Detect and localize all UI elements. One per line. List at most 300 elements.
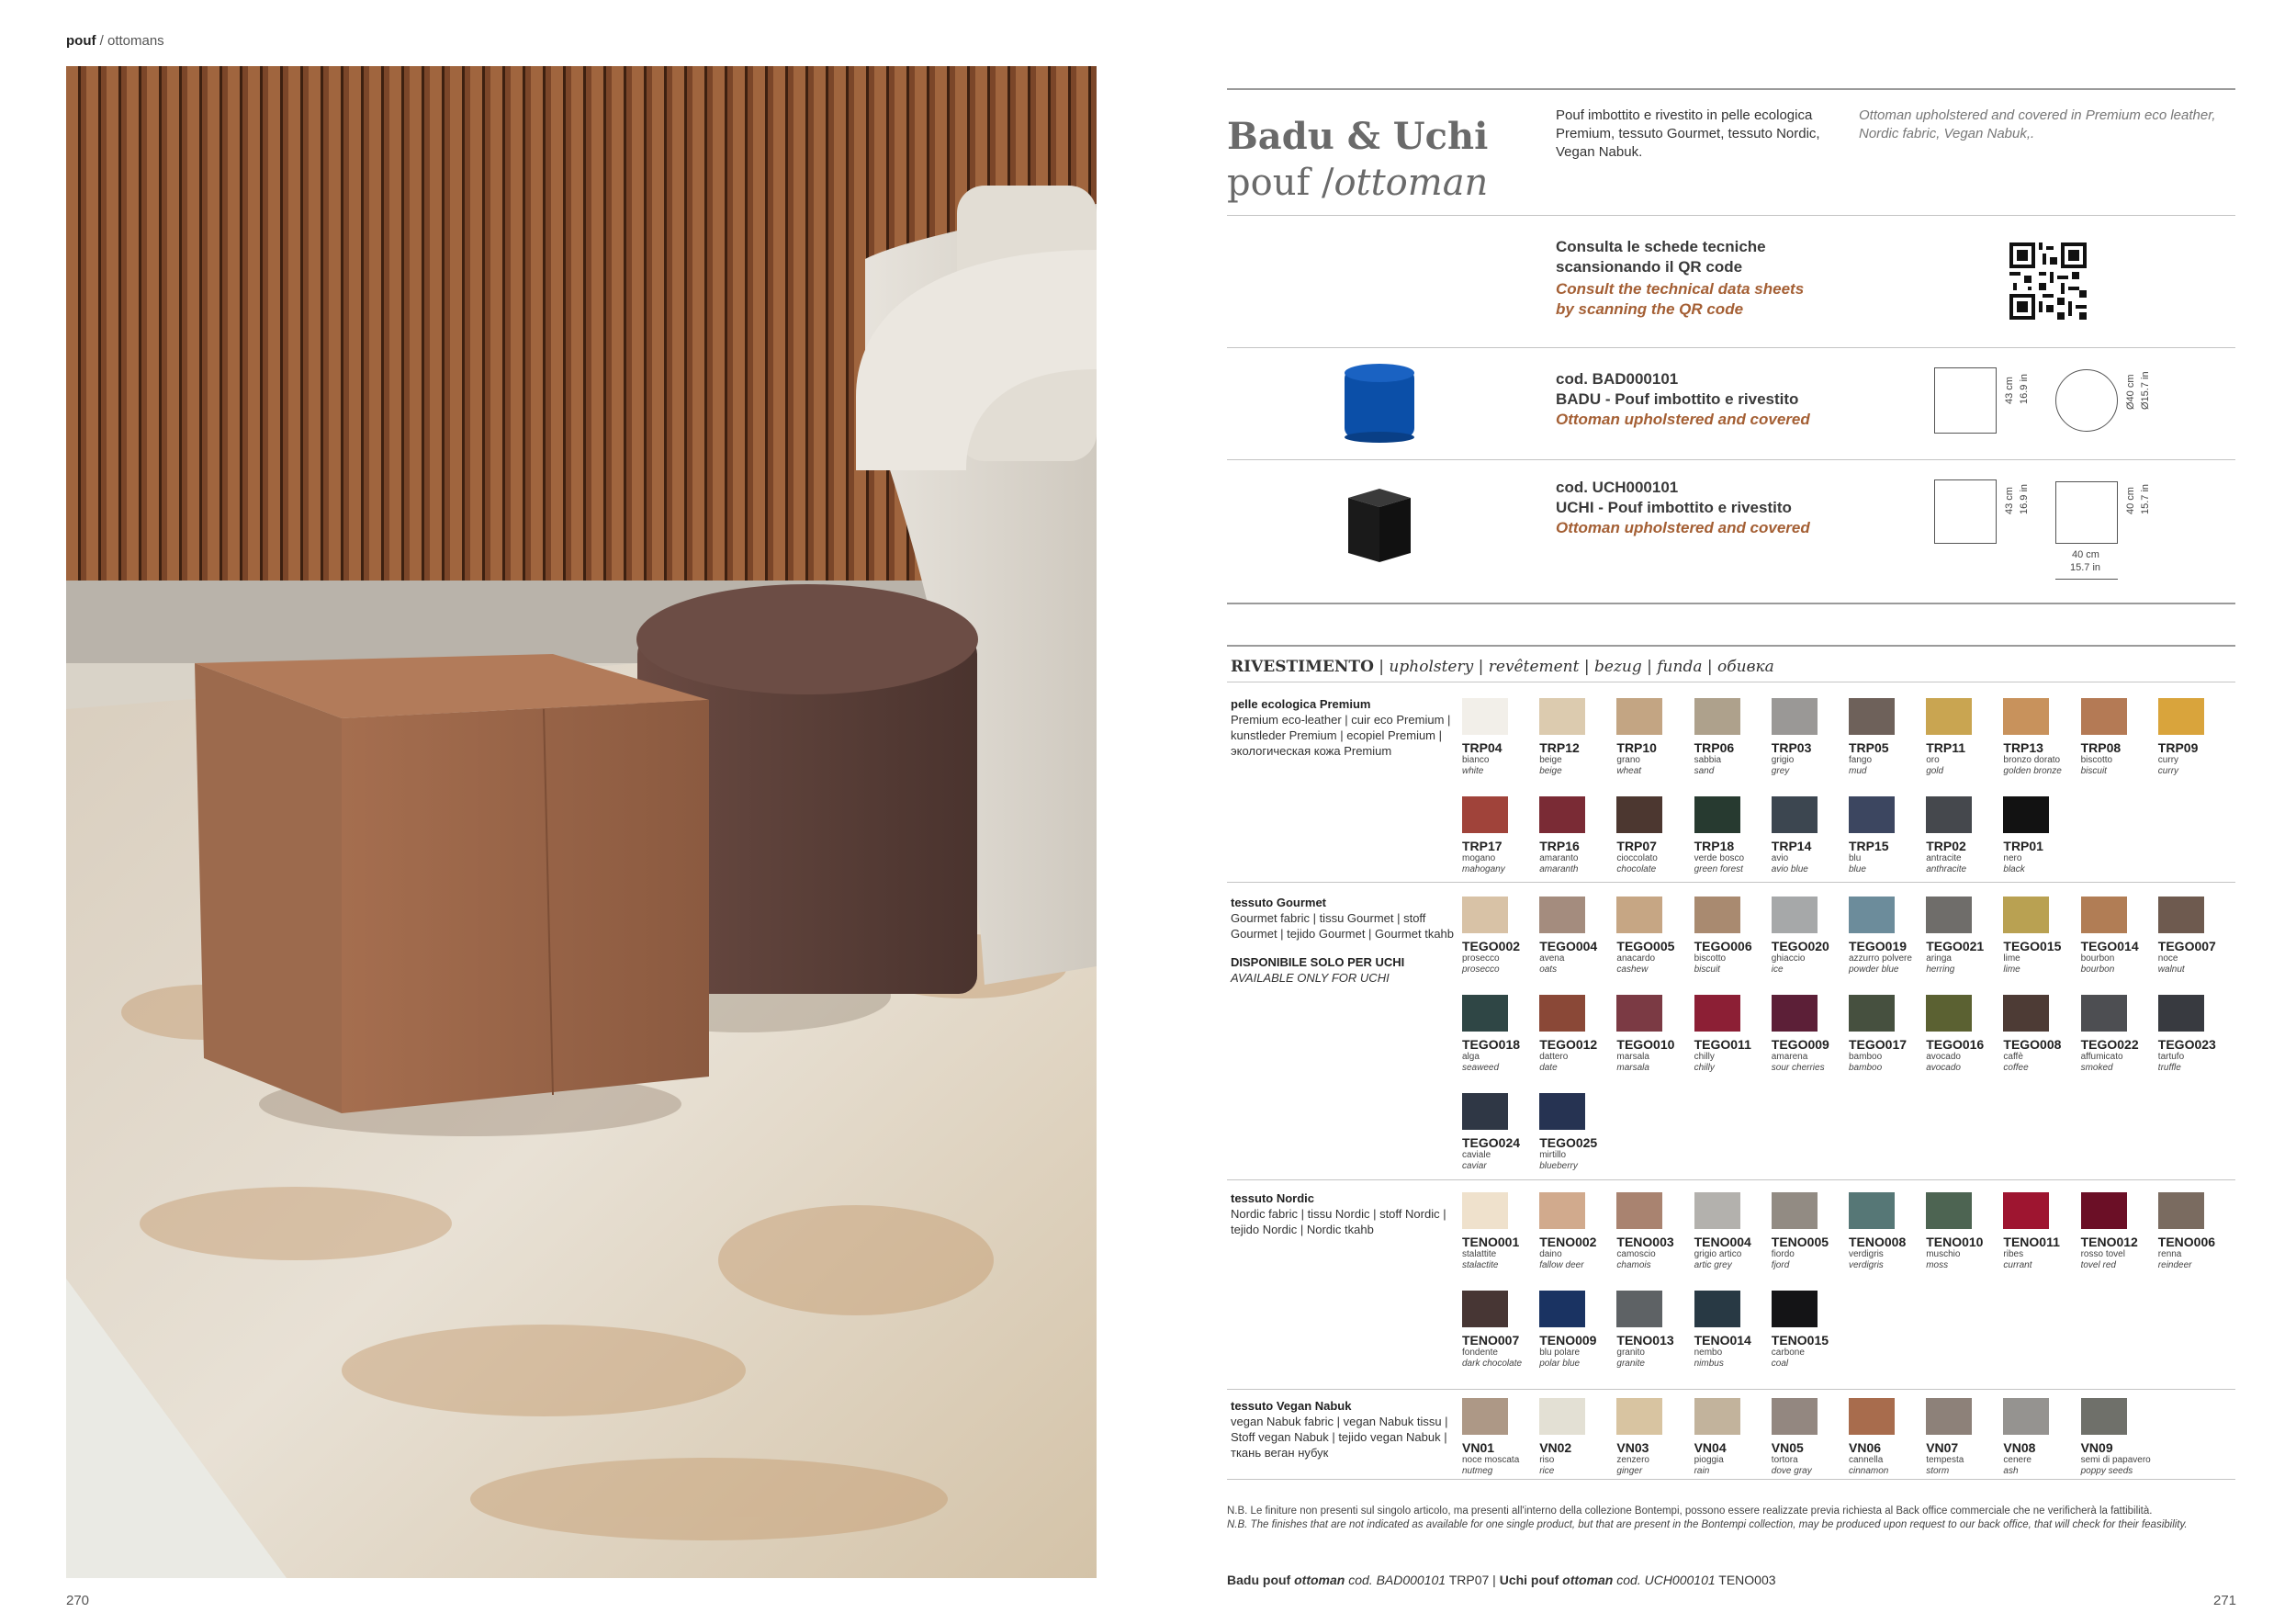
swatch-color-chip <box>1694 995 1740 1032</box>
swatch-tego024[interactable] <box>1462 1093 1541 1172</box>
swatch-code: TRP06 <box>1694 740 1735 755</box>
swatch-tego004[interactable] <box>1539 897 1618 976</box>
swatch-name-it: semi di papavero <box>2080 1455 2151 1465</box>
breadcrumb: pouf / ottomans <box>66 33 164 49</box>
swatch-tego022[interactable] <box>2081 995 2160 1074</box>
swatch-teno007[interactable] <box>1462 1291 1541 1370</box>
swatch-name-it: verdigris <box>1849 1249 1884 1259</box>
qr-code-icon[interactable] <box>2006 239 2090 323</box>
dim-depth-in: 15.7 in <box>2140 483 2151 514</box>
description-en: Ottoman upholstered and covered in Premium eco leather, Nordic fabric, Vegan Nabuk,. <box>1859 107 2216 141</box>
swatch-name-it: bianco <box>1462 755 1490 765</box>
swatch-code: TRP11 <box>1926 740 1965 755</box>
swatch-vn01[interactable] <box>1462 1398 1541 1477</box>
swatch-name-en: avio blue <box>1771 864 1808 874</box>
swatch-name-it: grigio artico <box>1694 1249 1742 1259</box>
swatch-name-it: biscotto <box>1694 953 1727 964</box>
swatch-name-en: tovel red <box>2080 1260 2116 1270</box>
swatch-code: VN08 <box>2003 1440 2036 1455</box>
uchi-thumbnail <box>1335 476 1424 564</box>
swatch-teno009[interactable] <box>1539 1291 1618 1370</box>
swatch-code: TENO011 <box>2003 1235 2060 1249</box>
swatch-name-en: blue <box>1849 864 1866 874</box>
swatch-color-chip <box>1772 796 1818 833</box>
swatch-color-chip <box>1772 698 1818 735</box>
swatch-tego006[interactable] <box>1694 897 1773 976</box>
badu-side-view <box>1934 367 1997 434</box>
swatch-trp05[interactable] <box>1849 698 1928 777</box>
swatch-trp04[interactable] <box>1462 698 1541 777</box>
swatch-color-chip <box>1462 1291 1508 1327</box>
swatch-name-en: date <box>1539 1063 1558 1073</box>
qr-instructions-it: Consulta le schede tecniche scansionando il QR code <box>1556 238 1766 276</box>
swatch-name-it: camoscio <box>1616 1249 1656 1259</box>
swatch-color-chip <box>1616 796 1662 833</box>
swatch-name-it: rosso tovel <box>2080 1249 2125 1259</box>
divider <box>1227 1479 2235 1480</box>
swatch-tego011[interactable] <box>1694 995 1773 1074</box>
swatch-tego018[interactable] <box>1462 995 1541 1074</box>
swatch-name-it: tortora <box>1771 1455 1798 1465</box>
swatch-name-it: cenere <box>2003 1455 2032 1465</box>
qr-instructions-en: Consult the technical data sheets by scanning the QR code <box>1556 280 1805 318</box>
swatch-teno010[interactable] <box>1926 1192 2005 1271</box>
swatch-vn06[interactable] <box>1849 1398 1928 1477</box>
swatch-trp06[interactable] <box>1694 698 1773 777</box>
swatch-tego012[interactable] <box>1539 995 1618 1074</box>
swatch-code: TRP14 <box>1771 839 1812 853</box>
swatch-name-it: alga <box>1462 1052 1480 1062</box>
swatch-code: VN09 <box>2080 1440 2113 1455</box>
swatch-tego014[interactable] <box>2081 897 2160 976</box>
swatch-tego025[interactable] <box>1539 1093 1618 1172</box>
swatch-name-en: walnut <box>2157 964 2185 975</box>
swatch-code: TEGO021 <box>1926 939 1985 953</box>
swatch-tego015[interactable] <box>2003 897 2082 976</box>
divider <box>1227 1179 2235 1180</box>
swatch-name-it: oro <box>1926 755 1940 765</box>
swatch-name-it: blu <box>1849 853 1862 863</box>
swatch-name-it: renna <box>2157 1249 2182 1259</box>
swatch-teno005[interactable] <box>1772 1192 1851 1271</box>
dim-diameter-cm: Ø40 cm <box>2125 374 2136 410</box>
swatch-name-en: cinnamon <box>1849 1466 1889 1476</box>
swatch-name-it: cannella <box>1849 1455 1884 1465</box>
swatch-name-it: ribes <box>2003 1249 2024 1259</box>
swatch-name-en: powder blue <box>1849 964 1899 975</box>
swatch-name-en: prosecco <box>1462 964 1500 975</box>
swatch-name-en: white <box>1462 766 1484 776</box>
swatch-name-en: artic grey <box>1694 1260 1732 1270</box>
swatch-name-en: bamboo <box>1849 1063 1883 1073</box>
swatch-name-it: noce <box>2157 953 2178 964</box>
swatch-trp12[interactable] <box>1539 698 1618 777</box>
swatch-color-chip <box>1772 1398 1818 1435</box>
swatch-vn07[interactable] <box>1926 1398 2005 1477</box>
swatch-tego007[interactable] <box>2158 897 2237 976</box>
swatch-vn04[interactable] <box>1694 1398 1773 1477</box>
swatch-name-it: caviale <box>1462 1150 1491 1160</box>
category-gourmet: tessuto Gourmet Gourmet fabric | tissu Gourmet | stoff Gourmet | tejido Gourmet | Gourmet tkahb DISPONIBILE SOLO PER UCHI AVAILABLE ONLY FOR UCHI <box>1231 896 1455 985</box>
swatch-name-en: storm <box>1926 1466 1950 1476</box>
swatch-color-chip <box>1849 897 1895 933</box>
product-name-en: Ottoman upholstered and covered <box>1556 411 1810 428</box>
swatch-code: TRP03 <box>1771 740 1812 755</box>
swatch-tego010[interactable] <box>1616 995 1695 1074</box>
swatch-color-chip <box>2081 995 2127 1032</box>
swatch-color-chip <box>1772 1291 1818 1327</box>
swatch-tego016[interactable] <box>1926 995 2005 1074</box>
swatch-color-chip <box>1849 1192 1895 1229</box>
swatch-teno013[interactable] <box>1616 1291 1695 1370</box>
swatch-code: VN07 <box>1926 1440 1959 1455</box>
swatch-trp01[interactable] <box>2003 796 2082 875</box>
upholstery-rule-top <box>1227 645 2235 647</box>
swatch-color-chip <box>2081 897 2127 933</box>
swatch-name-it: carbone <box>1771 1348 1805 1358</box>
swatch-color-chip <box>1694 897 1740 933</box>
product-code: cod. BAD000101 <box>1556 370 1679 388</box>
swatch-trp18[interactable] <box>1694 796 1773 875</box>
swatch-name-en: stalactite <box>1462 1260 1499 1270</box>
swatch-code: TEGO014 <box>2080 939 2139 953</box>
dim-width-line <box>2055 579 2118 580</box>
swatch-name-en: polar blue <box>1539 1359 1581 1369</box>
swatch-code: TEGO008 <box>2003 1037 2062 1052</box>
swatch-code: TEGO018 <box>1462 1037 1521 1052</box>
swatch-color-chip <box>2158 897 2204 933</box>
swatch-teno006[interactable] <box>2158 1192 2237 1271</box>
swatch-color-chip <box>1694 1398 1740 1435</box>
swatch-code: TRP17 <box>1462 839 1503 853</box>
footnote: N.B. Le finiture non presenti sul singolo articolo, ma presenti all'interno della collezione Bontempi, possono essere realizzate previa richiesta al Back office commerciale che ne verificherà la fattibilità. N.B. The finishes that are not indicated as available for one single product, but that are present in the Bontempi collection, may be produced upon request to our back office, that will check for their feasibility. <box>1227 1506 2188 1530</box>
swatch-code: TENO006 <box>2157 1235 2216 1249</box>
swatch-trp11[interactable] <box>1926 698 2005 777</box>
swatch-name-it: daino <box>1539 1249 1562 1259</box>
swatch-code: VN06 <box>1849 1440 1882 1455</box>
swatch-color-chip <box>1462 995 1508 1032</box>
swatch-name-en: blueberry <box>1539 1161 1578 1171</box>
swatch-name-it: lime <box>2003 953 2020 964</box>
swatch-name-it: nembo <box>1694 1348 1723 1358</box>
divider <box>1227 347 2235 348</box>
swatch-name-it: verde bosco <box>1694 853 1745 863</box>
swatch-name-it: granito <box>1616 1348 1645 1358</box>
category-nabuk: tessuto Vegan Nabuk vegan Nabuk fabric | vegan Nabuk tissu | Stoff vegan Nabuk | tejido vegan Nabuk | ткань веган нубук <box>1231 1399 1448 1460</box>
swatch-teno012[interactable] <box>2081 1192 2160 1271</box>
swatch-color-chip <box>1926 796 1972 833</box>
swatch-color-chip <box>2081 1398 2127 1435</box>
swatch-color-chip <box>1539 1093 1585 1130</box>
swatch-color-chip <box>1849 796 1895 833</box>
swatch-trp13[interactable] <box>2003 698 2082 777</box>
swatch-name-en: nimbus <box>1694 1359 1724 1369</box>
swatch-tego019[interactable] <box>1849 897 1928 976</box>
swatch-name-it: bamboo <box>1849 1052 1883 1062</box>
swatch-name-it: sabbia <box>1694 755 1722 765</box>
page-title: Badu & Uchi pouf /ottoman <box>1227 115 1489 204</box>
swatch-name-en: nutmeg <box>1462 1466 1493 1476</box>
swatch-name-en: rain <box>1694 1466 1710 1476</box>
swatch-name-it: bronzo dorato <box>2003 755 2061 765</box>
swatch-code: TEGO019 <box>1849 939 1908 953</box>
swatch-tego009[interactable] <box>1772 995 1851 1074</box>
swatch-code: TRP05 <box>1849 740 1889 755</box>
swatch-name-it: aringa <box>1926 953 1952 964</box>
swatch-teno003[interactable] <box>1616 1192 1695 1271</box>
swatch-name-it: riso <box>1539 1455 1555 1465</box>
dim-depth-cm: 40 cm <box>2125 487 2136 514</box>
swatch-name-it: tartufo <box>2157 1052 2185 1062</box>
swatch-name-en: fallow deer <box>1539 1260 1584 1270</box>
swatch-tego002[interactable] <box>1462 897 1541 976</box>
swatch-code: TEGO023 <box>2157 1037 2216 1052</box>
swatch-name-it: fondente <box>1462 1348 1498 1358</box>
swatch-name-it: nero <box>2003 853 2022 863</box>
swatch-name-en: green forest <box>1694 864 1743 874</box>
swatch-code: TENO013 <box>1616 1333 1674 1348</box>
swatch-name-it: pioggia <box>1694 1455 1724 1465</box>
swatch-trp03[interactable] <box>1772 698 1851 777</box>
swatch-teno011[interactable] <box>2003 1192 2082 1271</box>
swatch-name-en: lime <box>2003 964 2020 975</box>
swatch-tego008[interactable] <box>2003 995 2082 1074</box>
swatch-name-en: cashew <box>1616 964 1649 975</box>
swatch-code: TENO010 <box>1926 1235 1984 1249</box>
swatch-color-chip <box>1694 1291 1740 1327</box>
swatch-name-it: caffè <box>2003 1052 2023 1062</box>
swatch-name-it: biscotto <box>2080 755 2113 765</box>
swatch-code: TEGO007 <box>2157 939 2216 953</box>
swatch-code: TRP12 <box>1539 740 1580 755</box>
swatch-name-en: ginger <box>1616 1466 1643 1476</box>
dim-height-cm: 43 cm <box>2004 487 2015 514</box>
swatch-code: TRP02 <box>1926 839 1966 853</box>
dim-width-cm: 40 cm <box>2072 549 2099 560</box>
swatch-name-it: noce moscata <box>1462 1455 1520 1465</box>
swatch-color-chip <box>2003 796 2049 833</box>
swatch-name-en: dark chocolate <box>1462 1359 1523 1369</box>
swatch-name-it: tempesta <box>1926 1455 1964 1465</box>
divider <box>1227 603 2235 604</box>
uchi-top-view <box>2055 481 2118 544</box>
swatch-code: TRP08 <box>2080 740 2122 755</box>
swatch-tego021[interactable] <box>1926 897 2005 976</box>
swatch-color-chip <box>1694 1192 1740 1229</box>
swatch-name-it: avio <box>1771 853 1789 863</box>
divider <box>1227 215 2235 216</box>
swatch-color-chip <box>1926 1192 1972 1229</box>
swatch-name-en: ice <box>1771 964 1784 975</box>
swatch-name-it: chilly <box>1694 1052 1715 1062</box>
swatch-vn08[interactable] <box>2003 1398 2082 1477</box>
swatch-code: VN03 <box>1616 1440 1649 1455</box>
swatch-color-chip <box>1539 796 1585 833</box>
swatch-code: VN01 <box>1462 1440 1495 1455</box>
swatch-name-it: fango <box>1849 755 1873 765</box>
swatch-color-chip <box>1616 897 1662 933</box>
swatch-color-chip <box>1849 995 1895 1032</box>
swatch-code: TRP09 <box>2157 740 2199 755</box>
swatch-code: TENO005 <box>1771 1235 1829 1249</box>
swatch-name-en: grey <box>1771 766 1790 776</box>
swatch-trp17[interactable] <box>1462 796 1541 875</box>
swatch-name-it: antracite <box>1926 853 1962 863</box>
swatch-name-it: amaranto <box>1539 853 1579 863</box>
swatch-name-en: reindeer <box>2157 1260 2192 1270</box>
swatch-color-chip <box>1539 1192 1585 1229</box>
swatch-trp15[interactable] <box>1849 796 1928 875</box>
swatch-code: TRP01 <box>2003 839 2043 853</box>
swatch-name-it: stalattite <box>1462 1249 1497 1259</box>
swatch-code: TRP13 <box>2003 740 2043 755</box>
swatch-color-chip <box>1616 995 1662 1032</box>
swatch-code: TRP04 <box>1462 740 1503 755</box>
swatch-color-chip <box>1462 1192 1508 1229</box>
swatch-color-chip <box>2158 1192 2204 1229</box>
swatch-name-it: curry <box>2157 755 2179 765</box>
swatch-name-en: granite <box>1616 1359 1645 1369</box>
swatch-color-chip <box>1539 1291 1585 1327</box>
swatch-color-chip <box>2158 995 2204 1032</box>
swatch-code: TEGO011 <box>1694 1037 1751 1052</box>
swatch-name-en: wheat <box>1616 766 1642 776</box>
swatch-tego023[interactable] <box>2158 995 2237 1074</box>
swatch-color-chip <box>1849 1398 1895 1435</box>
swatch-name-en: amaranth <box>1539 864 1579 874</box>
swatch-color-chip <box>1849 698 1895 735</box>
photo-caption: Badu pouf ottoman cod. BAD000101 TRP07 | Uchi pouf ottoman cod. UCH000101 TENO003 <box>1227 1573 1776 1587</box>
swatch-trp07[interactable] <box>1616 796 1695 875</box>
swatch-code: VN05 <box>1771 1440 1804 1455</box>
swatch-name-en: mahogany <box>1462 864 1505 874</box>
swatch-color-chip <box>1926 995 1972 1032</box>
swatch-code: TRP15 <box>1849 839 1889 853</box>
swatch-color-chip <box>1926 897 1972 933</box>
swatch-code: TENO001 <box>1462 1235 1520 1249</box>
upholstery-title: RIVESTIMENTO | upholstery | revêtement | bezug | funda | обивка <box>1231 658 1774 676</box>
swatch-code: TEGO017 <box>1849 1037 1908 1052</box>
swatch-teno002[interactable] <box>1539 1192 1618 1271</box>
dim-height-cm: 43 cm <box>2004 377 2015 404</box>
dim-width-in: 15.7 in <box>2070 562 2101 573</box>
top-rule <box>1227 88 2235 90</box>
swatch-name-en: curry <box>2157 766 2179 776</box>
swatch-name-en: beige <box>1539 766 1562 776</box>
swatch-vn05[interactable] <box>1772 1398 1851 1477</box>
swatch-color-chip <box>1772 995 1818 1032</box>
swatch-vn02[interactable] <box>1539 1398 1618 1477</box>
swatch-code: TEGO010 <box>1616 1037 1675 1052</box>
swatch-teno008[interactable] <box>1849 1192 1928 1271</box>
swatch-trp09[interactable] <box>2158 698 2237 777</box>
swatch-color-chip <box>1926 1398 1972 1435</box>
swatch-code: TRP10 <box>1616 740 1657 755</box>
swatch-vn09[interactable] <box>2081 1398 2160 1477</box>
swatch-code: TEGO016 <box>1926 1037 1985 1052</box>
swatch-teno001[interactable] <box>1462 1192 1541 1271</box>
swatch-name-it: fiordo <box>1771 1249 1795 1259</box>
swatch-name-en: fjord <box>1771 1260 1790 1270</box>
swatch-teno004[interactable] <box>1694 1192 1773 1271</box>
swatch-name-en: moss <box>1926 1260 1949 1270</box>
dim-diameter-in: Ø15.7 in <box>2140 371 2151 410</box>
swatch-code: VN02 <box>1539 1440 1572 1455</box>
swatch-code: TEGO025 <box>1539 1135 1598 1150</box>
swatch-tego005[interactable] <box>1616 897 1695 976</box>
swatch-trp14[interactable] <box>1772 796 1851 875</box>
swatch-code: TRP18 <box>1694 839 1735 853</box>
swatch-name-it: affumicato <box>2080 1052 2123 1062</box>
swatch-tego020[interactable] <box>1772 897 1851 976</box>
swatch-color-chip <box>1694 796 1740 833</box>
swatch-name-en: verdigris <box>1849 1260 1884 1270</box>
swatch-name-en: biscuit <box>2080 766 2107 776</box>
swatch-trp08[interactable] <box>2081 698 2160 777</box>
swatch-color-chip <box>1462 897 1508 933</box>
swatch-code: TENO012 <box>2080 1235 2138 1249</box>
swatch-name-en: anthracite <box>1926 864 1967 874</box>
swatch-name-it: bourbon <box>2080 953 2115 964</box>
swatch-name-it: dattero <box>1539 1052 1569 1062</box>
swatch-trp16[interactable] <box>1539 796 1618 875</box>
swatch-color-chip <box>1462 1398 1508 1435</box>
swatch-name-it: avena <box>1539 953 1565 964</box>
swatch-color-chip <box>1616 698 1662 735</box>
swatch-trp02[interactable] <box>1926 796 2005 875</box>
swatch-name-it: grigio <box>1771 755 1795 765</box>
swatch-name-en: avocado <box>1926 1063 1961 1073</box>
swatch-name-en: poppy seeds <box>2080 1466 2133 1476</box>
swatch-name-en: chilly <box>1694 1063 1715 1073</box>
swatch-color-chip <box>1926 698 1972 735</box>
swatch-name-it: avocado <box>1926 1052 1961 1062</box>
swatch-code: TEGO004 <box>1539 939 1598 953</box>
swatch-color-chip <box>2081 698 2127 735</box>
dim-height-in: 16.9 in <box>2019 483 2030 514</box>
page-number-right: 271 <box>2213 1593 2237 1608</box>
swatch-name-it: marsala <box>1616 1052 1649 1062</box>
swatch-color-chip <box>1539 897 1585 933</box>
swatch-name-en: biscuit <box>1694 964 1720 975</box>
description-it: Pouf imbottito e rivestito in pelle ecologica Premium, tessuto Gourmet, tessuto Nordic, Vegan Nabuk. <box>1556 107 1820 160</box>
swatch-teno015[interactable] <box>1772 1291 1851 1370</box>
swatch-code: TENO002 <box>1539 1235 1597 1249</box>
swatch-code: TEGO024 <box>1462 1135 1521 1150</box>
swatch-name-en: seaweed <box>1462 1063 1500 1073</box>
swatch-vn03[interactable] <box>1616 1398 1695 1477</box>
swatch-trp10[interactable] <box>1616 698 1695 777</box>
swatch-tego017[interactable] <box>1849 995 1928 1074</box>
swatch-code: TEGO006 <box>1694 939 1752 953</box>
swatch-name-it: blu polare <box>1539 1348 1581 1358</box>
divider <box>1227 882 2235 883</box>
swatch-name-en: herring <box>1926 964 1955 975</box>
swatch-name-en: sour cherries <box>1771 1063 1825 1073</box>
swatch-name-en: ash <box>2003 1466 2019 1476</box>
swatch-teno014[interactable] <box>1694 1291 1773 1370</box>
swatch-color-chip <box>2003 1192 2049 1229</box>
swatch-name-it: muschio <box>1926 1249 1961 1259</box>
swatch-color-chip <box>1616 1398 1662 1435</box>
swatch-color-chip <box>1616 1291 1662 1327</box>
swatch-color-chip <box>1539 698 1585 735</box>
category-nordic: tessuto Nordic Nordic fabric | tissu Nordic | stoff Nordic | tejido Nordic | Nordic tkahb <box>1231 1191 1446 1236</box>
divider <box>1227 459 2235 460</box>
swatch-code: TENO015 <box>1771 1333 1829 1348</box>
swatch-name-en: smoked <box>2080 1063 2113 1073</box>
swatch-name-en: sand <box>1694 766 1715 776</box>
